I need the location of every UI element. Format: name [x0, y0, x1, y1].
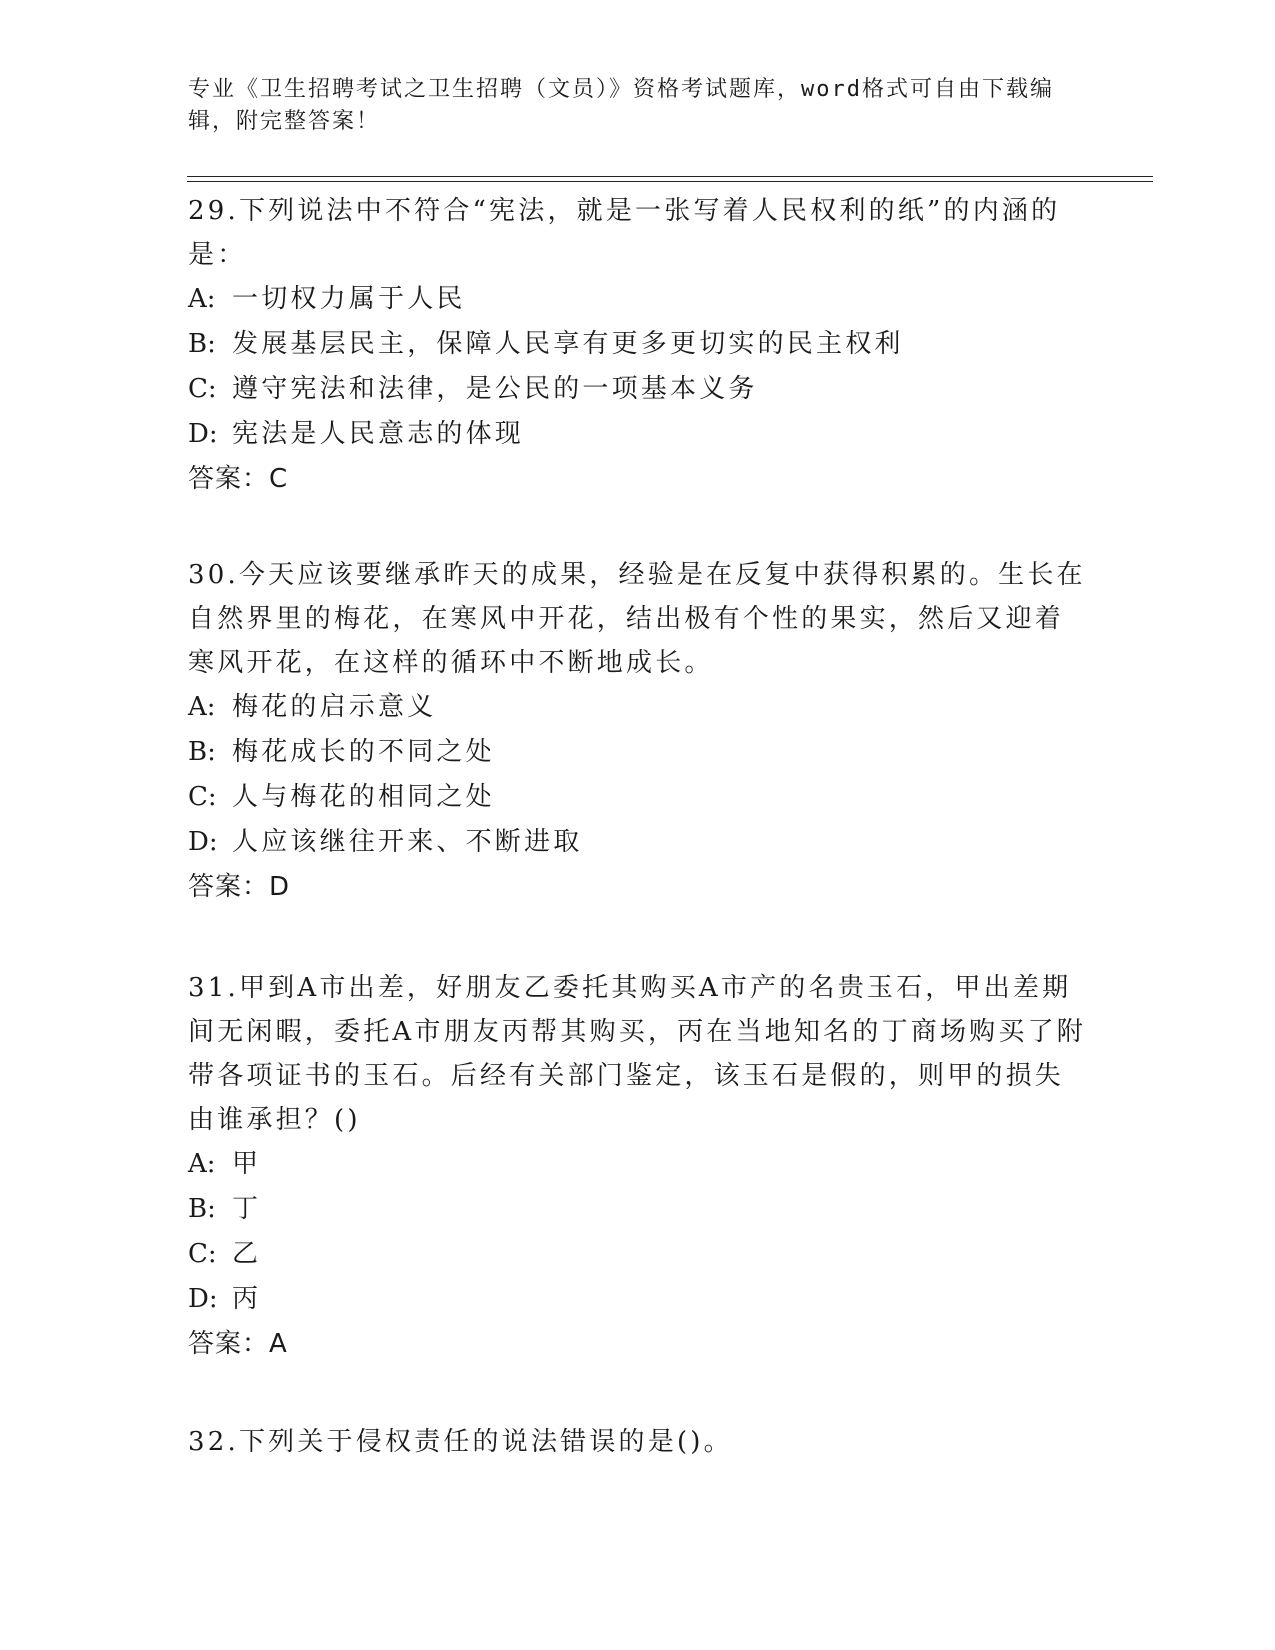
option-label: A: [188, 284, 216, 314]
option-text: 人与梅花的相同之处 [232, 782, 495, 812]
option-text: 梅花成长的不同之处 [232, 737, 495, 767]
header-divider-top [187, 176, 1153, 177]
option-label: C: [188, 782, 217, 812]
option-label: B: [188, 1194, 216, 1224]
option-text: 乙 [232, 1239, 262, 1269]
question-stem: 29.下列说法中不符合“宪法，就是一张写着人民权利的纸”的内涵的是： [188, 196, 1061, 270]
option-label: B: [188, 329, 216, 359]
option-text: 丙 [232, 1284, 262, 1314]
question-stem: 30.今天应该要继承昨天的成果，经验是在反复中获得积累的。生长在自然界里的梅花，在寒风中开花，结出极有个性的果实，然后又迎着寒风开花，在这样的循环中不断地成长。 [188, 560, 1086, 678]
option-b [188, 322, 1088, 367]
answer: 答案：D [188, 872, 291, 902]
option-b [188, 1187, 1088, 1232]
answer: 答案：A [188, 1329, 288, 1359]
option-d [188, 1277, 1088, 1322]
option-text: 发展基层民主，保障人民享有更多更切实的民主权利 [232, 329, 904, 359]
option-d [188, 820, 1088, 865]
option-text: 宪法是人民意志的体现 [232, 419, 525, 449]
option-label: A: [188, 692, 216, 722]
option-text: 遵守宪法和法律，是公民的一项基本义务 [232, 374, 758, 404]
question-30 [188, 553, 1088, 910]
option-c [188, 367, 1088, 412]
option-label: C: [188, 374, 217, 404]
question-stem: 32.下列关于侵权责任的说法错误的是()。 [188, 1427, 733, 1457]
question-32 [188, 1420, 1088, 1464]
option-label: D: [188, 419, 218, 449]
option-label: D: [188, 827, 218, 857]
option-label: D: [188, 1284, 218, 1314]
document-header: 专业《卫生招聘考试之卫生招聘（文员）》资格考试题库，word格式可自由下载编辑，附完整答案！ [188, 77, 1054, 134]
option-label: A: [188, 1149, 216, 1179]
header-divider-bottom [187, 181, 1153, 182]
option-a [188, 685, 1088, 730]
option-c [188, 775, 1088, 820]
option-text: 梅花的启示意义 [232, 692, 437, 722]
option-d [188, 412, 1088, 457]
option-b [188, 730, 1088, 775]
option-text: 一切权力属于人民 [232, 284, 466, 314]
option-c [188, 1232, 1088, 1277]
question-31 [188, 966, 1088, 1367]
option-label: C: [188, 1239, 217, 1269]
question-29 [188, 189, 1088, 502]
answer: 答案：C [188, 464, 289, 494]
option-text: 丁 [232, 1194, 262, 1224]
option-text: 甲 [232, 1149, 262, 1179]
question-stem: 31.甲到A市出差，好朋友乙委托其购买A市产的名贵玉石，甲出差期间无闲暇，委托A市朋友丙帮其购买，丙在当地知名的丁商场购买了附带各项证书的玉石。后经有关部门鉴定，该玉石是假的，则甲的损失由谁承担？() [188, 973, 1086, 1135]
option-text: 人应该继往开来、不断进取 [232, 827, 583, 857]
option-a [188, 277, 1088, 322]
option-a [188, 1142, 1088, 1187]
option-label: B: [188, 737, 216, 767]
